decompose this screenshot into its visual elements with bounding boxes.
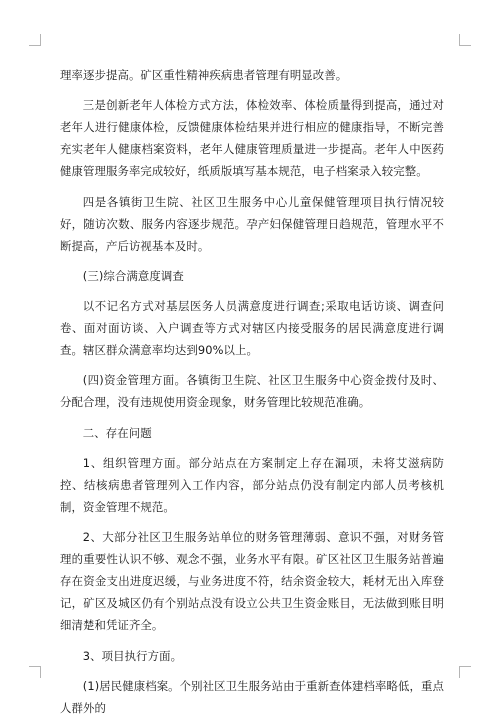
- crop-mark-bottom-left-horizontal: [29, 666, 41, 667]
- paragraph: (四)资金管理方面。各镇街卫生院、社区卫生服务中心资金拨付及时、分配合理，没有违规使用资金现象，财务管理比较规范准确。: [60, 373, 444, 410]
- paragraph: 以不记名方式对基层医务人员满意度进行调查;采取电话访谈、调查问卷、面对面访谈、入户调查等方式对辖区内接受服务的居民满意度进行调查。辖区群众满意率均达到90%以上。: [60, 299, 444, 358]
- paragraph: (1)居民健康档案。个别社区卫生服务站由于重新查体建档率略低，重点人群外的: [60, 678, 444, 715]
- crop-mark-top-left-horizontal: [29, 45, 41, 46]
- crop-mark-bottom-right-horizontal: [459, 666, 471, 667]
- section-heading: 二、存在问题: [82, 425, 152, 440]
- crop-mark-bottom-left-vertical: [40, 666, 41, 678]
- paragraph: 1、组织管理方面。部分站点在方案制定上存在漏项，未将艾滋病防控、结核病患者管理列入工作内容，部分站点仍没有制定内部人员考核机制，资金管理不规范。: [60, 456, 444, 515]
- paragraph: 2、大部分社区卫生服务站单位的财务管理薄弱、意识不强，对财务管理的重要性认识不够、观念不强，业务水平有限。矿区社区卫生服务站普遍存在资金支出进度迟缓，与业务进度不符，结余资金较大，耗材无出入库登记，矿区及城区仍有个别站点没有设立公共卫生资金账目，无法做到账目明细清楚和凭证齐全。: [60, 530, 444, 633]
- section-heading: (三)综合满意度调查: [82, 268, 184, 283]
- document-body: [60, 64, 444, 727]
- paragraph: 三是创新老年人体检方式方法，体检效率、体检质量得到提高，通过对老年人进行健康体检，反馈健康体检结果并进行相应的健康指导，不断完善充实老年人健康档案资料，老年人健康管理质量进一步提高。老年人中医药健康管理服务率完成较好，纸质版填写基本规范，电子档案录入较完整。: [60, 98, 444, 179]
- crop-mark-bottom-right-vertical: [459, 666, 460, 678]
- crop-mark-top-right-horizontal: [459, 45, 471, 46]
- section-heading: 3、项目执行方面。: [82, 648, 183, 663]
- paragraph: 四是各镇街卫生院、社区卫生服务中心儿童保健管理项目执行情况较好，随访次数、服务内容逐步规范。孕产妇保健管理日趋规范，管理水平不断提高，产后访视基本及时。: [60, 194, 444, 253]
- paragraph: 理率逐步提高。矿区重性精神疾病患者管理有明显改善。: [60, 68, 348, 82]
